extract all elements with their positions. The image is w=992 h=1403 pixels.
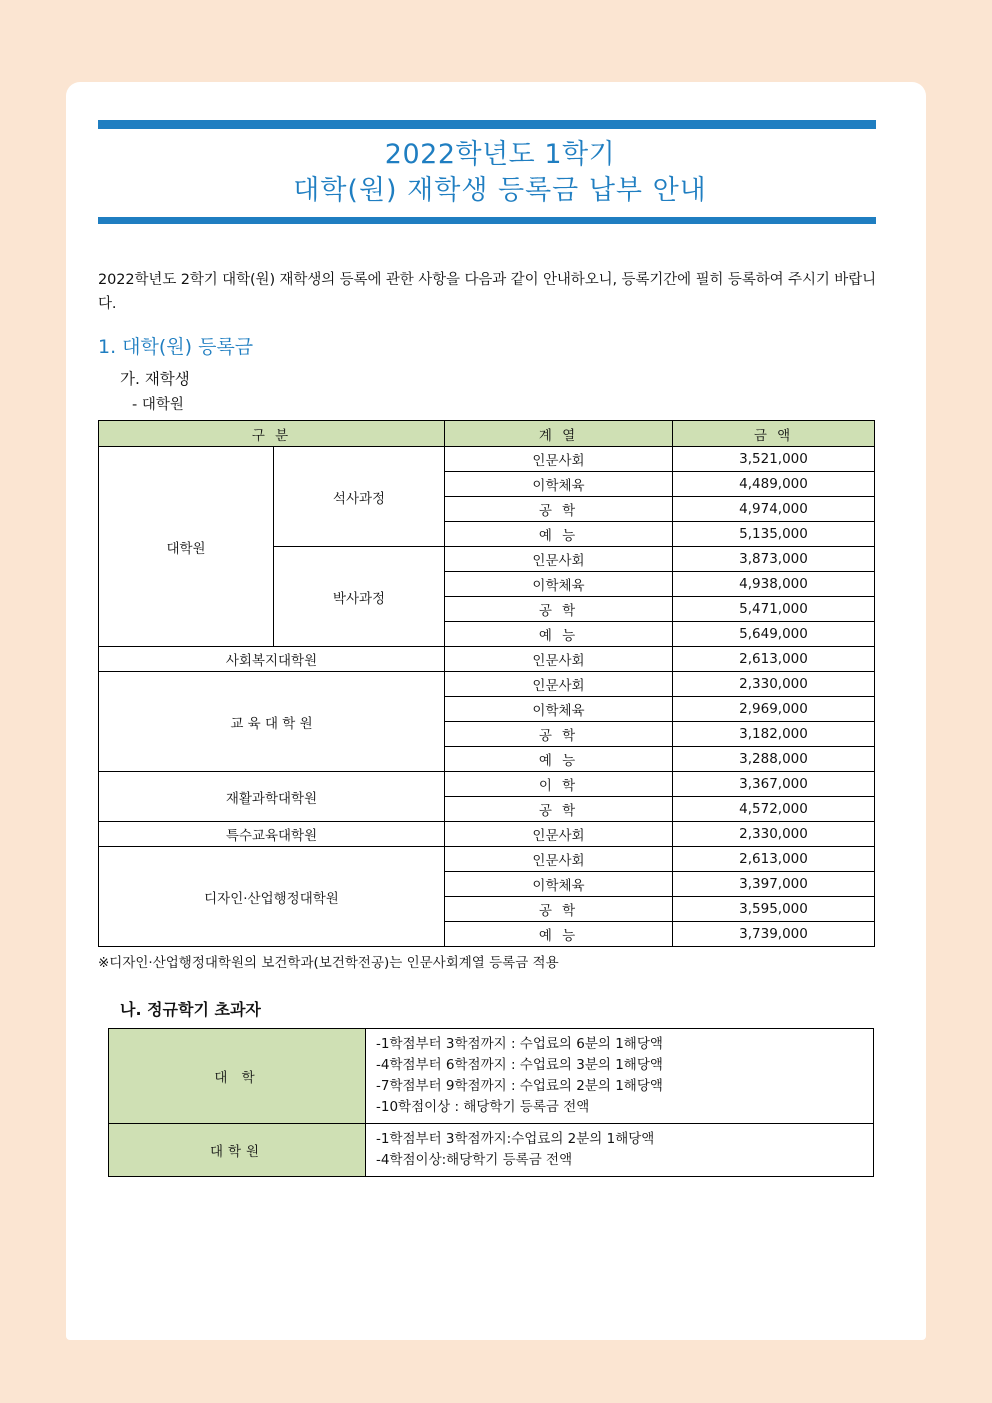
- cell-field: 공 학: [445, 497, 673, 522]
- cell-amount: 3,367,000: [673, 772, 875, 797]
- cell-group: 재활과학대학원: [99, 772, 445, 822]
- table-row: [99, 447, 875, 472]
- cell-field: 예 능: [445, 922, 673, 947]
- subsection-a-item: - 대학원: [132, 397, 184, 413]
- header-field: 계 열: [445, 421, 673, 447]
- cell-amount: 2,330,000: [673, 672, 875, 697]
- document-page: [66, 82, 926, 1340]
- cell-amount: 4,572,000: [673, 797, 875, 822]
- cell-group: 디자인·산업행정대학원: [99, 847, 445, 947]
- table-row: [109, 1029, 874, 1124]
- cell-amount: 2,969,000: [673, 697, 875, 722]
- cell-rules-university: [366, 1029, 874, 1124]
- cell-field: 인문사회: [445, 647, 673, 672]
- rule-line: -1학점부터 3학점까지 : 수업료의 6분의 1해당액: [376, 1036, 663, 1052]
- cell-label-graduate: 대학원: [109, 1124, 366, 1177]
- cell-amount: 3,873,000: [673, 547, 875, 572]
- cell-rules-graduate: [366, 1124, 874, 1177]
- cell-group: 특수교육대학원: [99, 822, 445, 847]
- cell-field: 이학체육: [445, 472, 673, 497]
- title-block: [96, 120, 904, 224]
- cell-amount: 5,471,000: [673, 597, 875, 622]
- cell-field: 공 학: [445, 797, 673, 822]
- cell-group: 대학원: [99, 447, 274, 647]
- table-row: [99, 822, 875, 847]
- cell-group: 교 육 대 학 원: [99, 672, 445, 772]
- table-row: [109, 1124, 874, 1177]
- title-line-2: 대학(원) 재학생 등록금 납부 안내: [293, 175, 707, 206]
- cell-field: 예 능: [445, 747, 673, 772]
- cell-amount: 3,521,000: [673, 447, 875, 472]
- overload-credit-table: [108, 1028, 874, 1177]
- cell-amount: 4,974,000: [673, 497, 875, 522]
- cell-amount: 3,595,000: [673, 897, 875, 922]
- title-bottom-rule: [98, 217, 876, 224]
- table-header-row: [99, 421, 875, 447]
- cell-label-university: 대 학: [109, 1029, 366, 1124]
- cell-field: 이 학: [445, 772, 673, 797]
- cell-field: 인문사회: [445, 847, 673, 872]
- tuition-fee-table: [98, 420, 875, 947]
- cell-field: 공 학: [445, 597, 673, 622]
- cell-field: 이학체육: [445, 697, 673, 722]
- cell-field: 인문사회: [445, 672, 673, 697]
- cell-amount: 2,613,000: [673, 847, 875, 872]
- table-row: [99, 772, 875, 797]
- header-amount: 금 액: [673, 421, 875, 447]
- cell-field: 예 능: [445, 522, 673, 547]
- page-title: [96, 129, 904, 215]
- cell-field: 공 학: [445, 897, 673, 922]
- rule-line: -4학점이상:해당학기 등록금 전액: [376, 1152, 573, 1168]
- subsection-b-heading: 나. 정규학기 초과자: [120, 1000, 261, 1019]
- cell-field: 이학체육: [445, 872, 673, 897]
- cell-amount: 3,739,000: [673, 922, 875, 947]
- title-top-rule: [98, 120, 876, 129]
- cell-group: 사회복지대학원: [99, 647, 445, 672]
- table-row: [99, 672, 875, 697]
- cell-amount: 3,182,000: [673, 722, 875, 747]
- cell-amount: 5,135,000: [673, 522, 875, 547]
- section-1-heading: 1. 대학(원) 등록금: [98, 336, 254, 358]
- rule-line: -1학점부터 3학점까지:수업료의 2분의 1해당액: [376, 1131, 655, 1147]
- cell-amount: 3,288,000: [673, 747, 875, 772]
- cell-course: 박사과정: [274, 547, 445, 647]
- cell-amount: 4,489,000: [673, 472, 875, 497]
- header-division: 구 분: [99, 421, 445, 447]
- cell-amount: 2,613,000: [673, 647, 875, 672]
- rule-line: -7학점부터 9학점까지 : 수업료의 2분의 1해당액: [376, 1078, 663, 1094]
- footnote: ※디자인·산업행정대학원의 보건학과(보건학전공)는 인문사회계열 등록금 적용: [98, 955, 559, 971]
- document-content: [96, 120, 904, 1177]
- cell-amount: 2,330,000: [673, 822, 875, 847]
- title-line-1: 2022학년도 1학기: [384, 139, 616, 170]
- table-row: [99, 847, 875, 872]
- cell-amount: 4,938,000: [673, 572, 875, 597]
- cell-field: 인문사회: [445, 547, 673, 572]
- cell-field: 인문사회: [445, 447, 673, 472]
- cell-course: 석사과정: [274, 447, 445, 547]
- subsection-a-heading: 가. 재학생: [120, 370, 190, 388]
- cell-amount: 3,397,000: [673, 872, 875, 897]
- cell-field: 이학체육: [445, 572, 673, 597]
- cell-field: 예 능: [445, 622, 673, 647]
- table-body: [99, 447, 875, 947]
- cell-amount: 5,649,000: [673, 622, 875, 647]
- rule-line: -4학점부터 6학점까지 : 수업료의 3분의 1해당액: [376, 1057, 663, 1073]
- rule-line: -10학점이상 : 해당학기 등록금 전액: [376, 1099, 590, 1115]
- table-row: [99, 647, 875, 672]
- intro-paragraph: 2022학년도 2학기 대학(원) 재학생의 등록에 관한 사항을 다음과 같이 안내하오니, 등록기간에 필히 등록하여 주시기 바랍니다.: [98, 272, 877, 312]
- cell-field: 공 학: [445, 722, 673, 747]
- cell-field: 인문사회: [445, 822, 673, 847]
